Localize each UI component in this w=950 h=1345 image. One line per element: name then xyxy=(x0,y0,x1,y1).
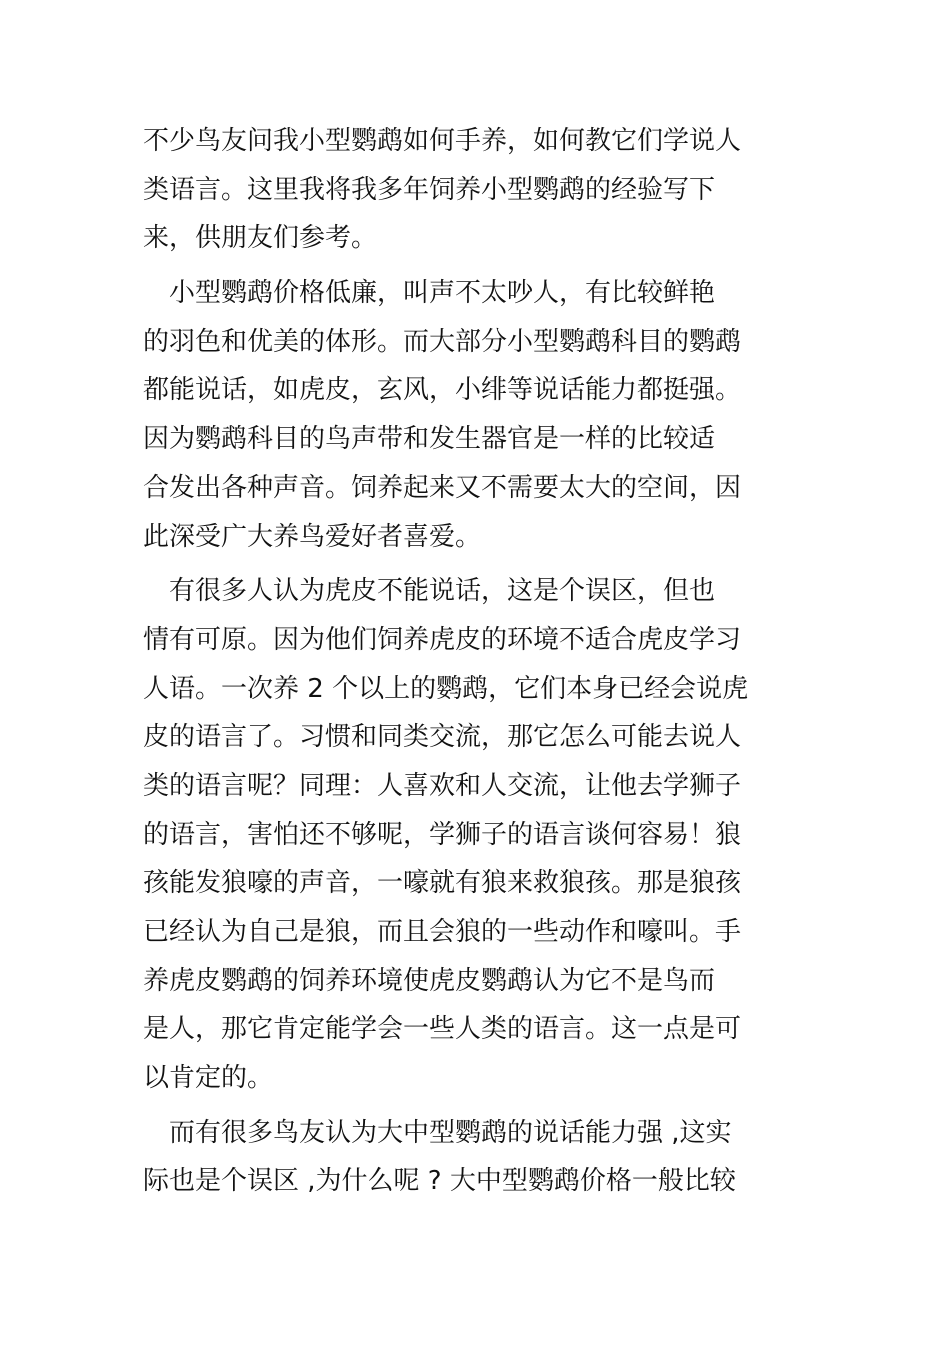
text-line: 养虎皮鹦鹉的饲养环境使虎皮鹦鹉认为它不是鸟而 xyxy=(143,965,716,996)
text-line: 际也是个误区 ,为什么呢 ? 大中型鹦鹉价格一般比较 xyxy=(143,1166,736,1197)
text-line: 此深受广大养鸟爱好者喜爱。 xyxy=(143,521,482,552)
text-line: 合发出各种声音。饲养起来又不需要太大的空间，因 xyxy=(143,472,742,503)
text-line: 而有很多鸟友认为大中型鹦鹉的说话能力强 ,这实 xyxy=(143,1117,732,1148)
article-body xyxy=(143,117,823,1206)
text-line: 的羽色和优美的体形。而大部分小型鹦鹉科目的鹦鹉 xyxy=(143,326,742,357)
text-line: 以肯定的。 xyxy=(143,1063,274,1094)
text-line: 已经认为自己是狼，而且会狼的一些动作和嚎叫。手 xyxy=(143,917,742,947)
text-line: 类语言。这里我将我多年饲养小型鹦鹉的经验写下 xyxy=(143,174,716,205)
text-line: 小型鹦鹉价格低廉，叫声不太吵人，有比较鲜艳 xyxy=(143,278,716,309)
text-line: 类的语言呢？同理：人喜欢和人交流，让他去学狮子 xyxy=(143,770,742,801)
text-line: 是人，那它肯定能学会一些人类的语言。这一点是可 xyxy=(143,1014,742,1045)
text-line: 因为鹦鹉科目的鸟声带和发生器官是一样的比较适 xyxy=(143,424,716,455)
text-line: 人语。一次养 2 个以上的鹦鹉，它们本身已经会说虎 xyxy=(143,673,749,704)
text-line: 来，供朋友们参考。 xyxy=(143,223,378,254)
text-line: 皮的语言了。习惯和同类交流，那它怎么可能去说人 xyxy=(143,722,742,753)
text-line: 都能说话，如虎皮，玄风，小绯等说话能力都挺强。 xyxy=(143,375,742,406)
text-line: 的语言，害怕还不够呢，学狮子的语言谈何容易！狼 xyxy=(143,819,742,850)
text-line: 有很多人认为虎皮不能说话，这是个误区，但也 xyxy=(143,576,716,607)
text-line: 情有可原。因为他们饲养虎皮的环境不适合虎皮学习 xyxy=(143,624,742,655)
text-line: 孩能发狼嚎的声音，一嚎就有狼来救狼孩。那是狼孩 xyxy=(143,868,742,899)
text-line: 不少鸟友问我小型鹦鹉如何手养，如何教它们学说人 xyxy=(143,126,742,156)
